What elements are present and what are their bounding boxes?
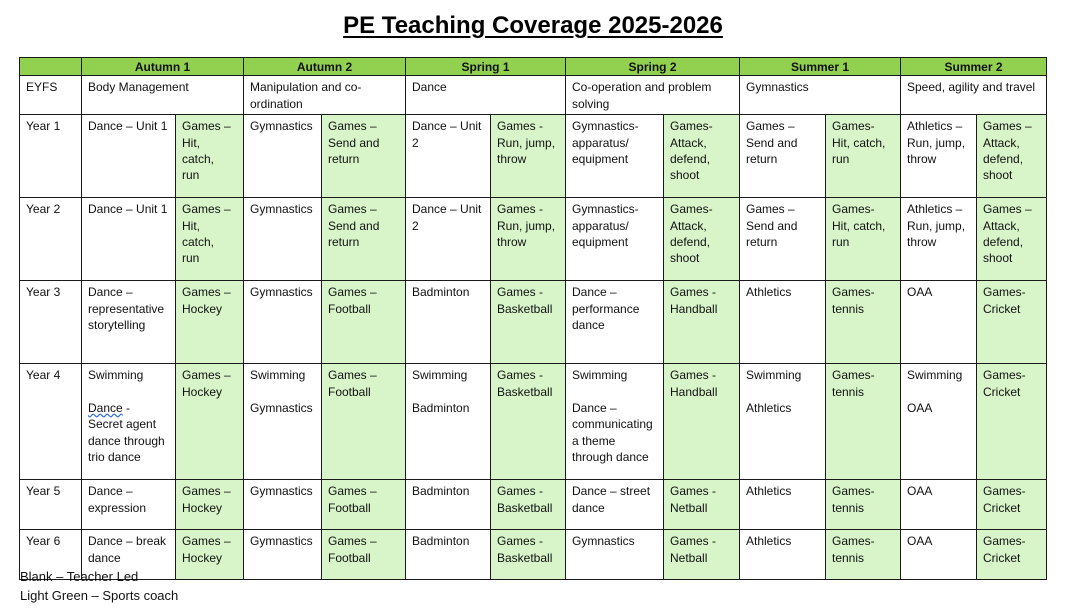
table-row xyxy=(20,364,1047,480)
teacher-led-cell: Swimming Badminton xyxy=(406,364,491,480)
eyfs-cell: Body Management xyxy=(82,76,244,115)
teacher-led-cell: Swimming Athletics xyxy=(740,364,826,480)
teacher-led-cell: Dance – Unit 1 xyxy=(82,198,176,281)
teacher-led-cell: Dance – street dance xyxy=(566,480,664,530)
sports-coach-cell: Games – Hit, catch, run xyxy=(176,198,244,281)
teacher-led-cell: Dance – Unit 1 xyxy=(82,115,176,198)
teacher-led-cell: Badminton xyxy=(406,530,491,580)
teacher-led-cell: Dance – representative storytelling xyxy=(82,281,176,364)
teacher-led-cell: Swimming Dance - Secret agent dance through trio dance xyxy=(82,364,176,480)
sports-coach-cell: Games- Cricket xyxy=(977,480,1047,530)
sports-coach-cell: Games - Handball xyxy=(664,281,740,364)
header-corner xyxy=(20,58,82,76)
term-header: Spring 1 xyxy=(406,58,566,76)
teacher-led-cell: Dance – Unit 2 xyxy=(406,198,491,281)
row-label: Year 6 xyxy=(20,530,82,580)
table-row xyxy=(20,198,1047,281)
teacher-led-cell: Athletics – Run, jump, throw xyxy=(901,115,977,198)
sports-coach-cell: Games- Cricket xyxy=(977,364,1047,480)
teacher-led-cell: Swimming Dance – communicating a theme through dance xyxy=(566,364,664,480)
row-label: Year 1 xyxy=(20,115,82,198)
teacher-led-cell: Dance – break dance xyxy=(82,530,176,580)
sports-coach-cell: Games- tennis xyxy=(826,364,901,480)
sports-coach-cell: Games - Basketball xyxy=(491,480,566,530)
table-row xyxy=(20,530,1047,580)
sports-coach-cell: Games – Attack, defend, shoot xyxy=(977,198,1047,281)
eyfs-cell: Manipulation and co-ordination xyxy=(244,76,406,115)
teacher-led-cell: Dance – expression xyxy=(82,480,176,530)
sports-coach-cell: Games - Basketball xyxy=(491,281,566,364)
teacher-led-cell: OAA xyxy=(901,530,977,580)
table-row xyxy=(20,115,1047,198)
sports-coach-cell: Games- Attack, defend, shoot xyxy=(664,115,740,198)
term-header: Summer 2 xyxy=(901,58,1047,76)
term-header: Autumn 2 xyxy=(244,58,406,76)
row-label: Year 3 xyxy=(20,281,82,364)
sports-coach-cell: Games – Hockey xyxy=(176,530,244,580)
teacher-led-cell: Athletics xyxy=(740,530,826,580)
teacher-led-cell: Gymnastics- apparatus/ equipment xyxy=(566,198,664,281)
teacher-led-cell: OAA xyxy=(901,480,977,530)
sports-coach-cell: Games - Run, jump, throw xyxy=(491,198,566,281)
sports-coach-cell: Games - Basketball xyxy=(491,364,566,480)
key-teacher-led: Blank – Teacher Led xyxy=(20,569,139,584)
sports-coach-cell: Games - Basketball xyxy=(491,530,566,580)
sports-coach-cell: Games – Football xyxy=(322,281,406,364)
eyfs-cell: Speed, agility and travel xyxy=(901,76,1047,115)
teacher-led-cell: Dance – performance dance xyxy=(566,281,664,364)
sports-coach-cell: Games – Hockey xyxy=(176,480,244,530)
teacher-led-cell: Swimming Gymnastics xyxy=(244,364,322,480)
row-label: Year 4 xyxy=(20,364,82,480)
sports-coach-cell: Games – Send and return xyxy=(322,198,406,281)
teacher-led-cell: Athletics – Run, jump, throw xyxy=(901,198,977,281)
sports-coach-cell: Games - Run, jump, throw xyxy=(491,115,566,198)
teacher-led-cell: Gymnastics xyxy=(244,115,322,198)
page-title: PE Teaching Coverage 2025-2026 xyxy=(343,12,723,39)
teacher-led-cell: Gymnastics xyxy=(244,530,322,580)
cell-text: Dance xyxy=(88,401,123,416)
teacher-led-cell: Badminton xyxy=(406,480,491,530)
sports-coach-cell: Games – Hockey xyxy=(176,364,244,480)
table-row xyxy=(20,281,1047,364)
cell-text: Swimming xyxy=(88,368,144,383)
teacher-led-cell: Gymnastics xyxy=(566,530,664,580)
teacher-led-cell: OAA xyxy=(901,281,977,364)
sports-coach-cell: Games- tennis xyxy=(826,480,901,530)
sports-coach-cell: Games – Football xyxy=(322,530,406,580)
row-label: EYFS xyxy=(20,76,82,115)
teacher-led-cell: Gymnastics xyxy=(244,198,322,281)
teacher-led-cell: Swimming OAA xyxy=(901,364,977,480)
teacher-led-cell: Athletics xyxy=(740,281,826,364)
sports-coach-cell: Games – Football xyxy=(322,364,406,480)
sports-coach-cell: Games- tennis xyxy=(826,281,901,364)
teacher-led-cell: Athletics xyxy=(740,480,826,530)
sports-coach-cell: Games – Attack, defend, shoot xyxy=(977,115,1047,198)
sports-coach-cell: Games - Netball xyxy=(664,480,740,530)
eyfs-cell: Dance xyxy=(406,76,566,115)
key-sports-coach: Light Green – Sports coach xyxy=(20,588,179,603)
sports-coach-cell: Games- Cricket xyxy=(977,281,1047,364)
cell-text: Secret agent dance through trio dance xyxy=(88,417,165,465)
term-header: Spring 2 xyxy=(566,58,740,76)
term-header: Autumn 1 xyxy=(82,58,244,76)
eyfs-cell: Co-operation and problem solving xyxy=(566,76,740,115)
sports-coach-cell: Games – Football xyxy=(322,480,406,530)
table-row xyxy=(20,76,1047,115)
teacher-led-cell: Games – Send and return xyxy=(740,198,826,281)
table-row xyxy=(20,480,1047,530)
row-label: Year 5 xyxy=(20,480,82,530)
teacher-led-cell: Badminton xyxy=(406,281,491,364)
row-label: Year 2 xyxy=(20,198,82,281)
teacher-led-cell: Gymnastics xyxy=(244,480,322,530)
coverage-table xyxy=(19,57,1047,580)
sports-coach-cell: Games - Handball xyxy=(664,364,740,480)
teacher-led-cell: Dance – Unit 2 xyxy=(406,115,491,198)
teacher-led-cell: Games – Send and return xyxy=(740,115,826,198)
sports-coach-cell: Games- tennis xyxy=(826,530,901,580)
sports-coach-cell: Games - Netball xyxy=(664,530,740,580)
sports-coach-cell: Games – Hockey xyxy=(176,281,244,364)
teacher-led-cell: Gymnastics xyxy=(244,281,322,364)
term-header: Summer 1 xyxy=(740,58,901,76)
sports-coach-cell: Games- Cricket xyxy=(977,530,1047,580)
sports-coach-cell: Games – Hit, catch, run xyxy=(176,115,244,198)
sports-coach-cell: Games – Send and return xyxy=(322,115,406,198)
sports-coach-cell: Games- Hit, catch, run xyxy=(826,115,901,198)
sports-coach-cell: Games- Hit, catch, run xyxy=(826,198,901,281)
eyfs-cell: Gymnastics xyxy=(740,76,901,115)
sports-coach-cell: Games- Attack, defend, shoot xyxy=(664,198,740,281)
header-row xyxy=(20,58,1047,76)
teacher-led-cell: Gymnastics- apparatus/ equipment xyxy=(566,115,664,198)
